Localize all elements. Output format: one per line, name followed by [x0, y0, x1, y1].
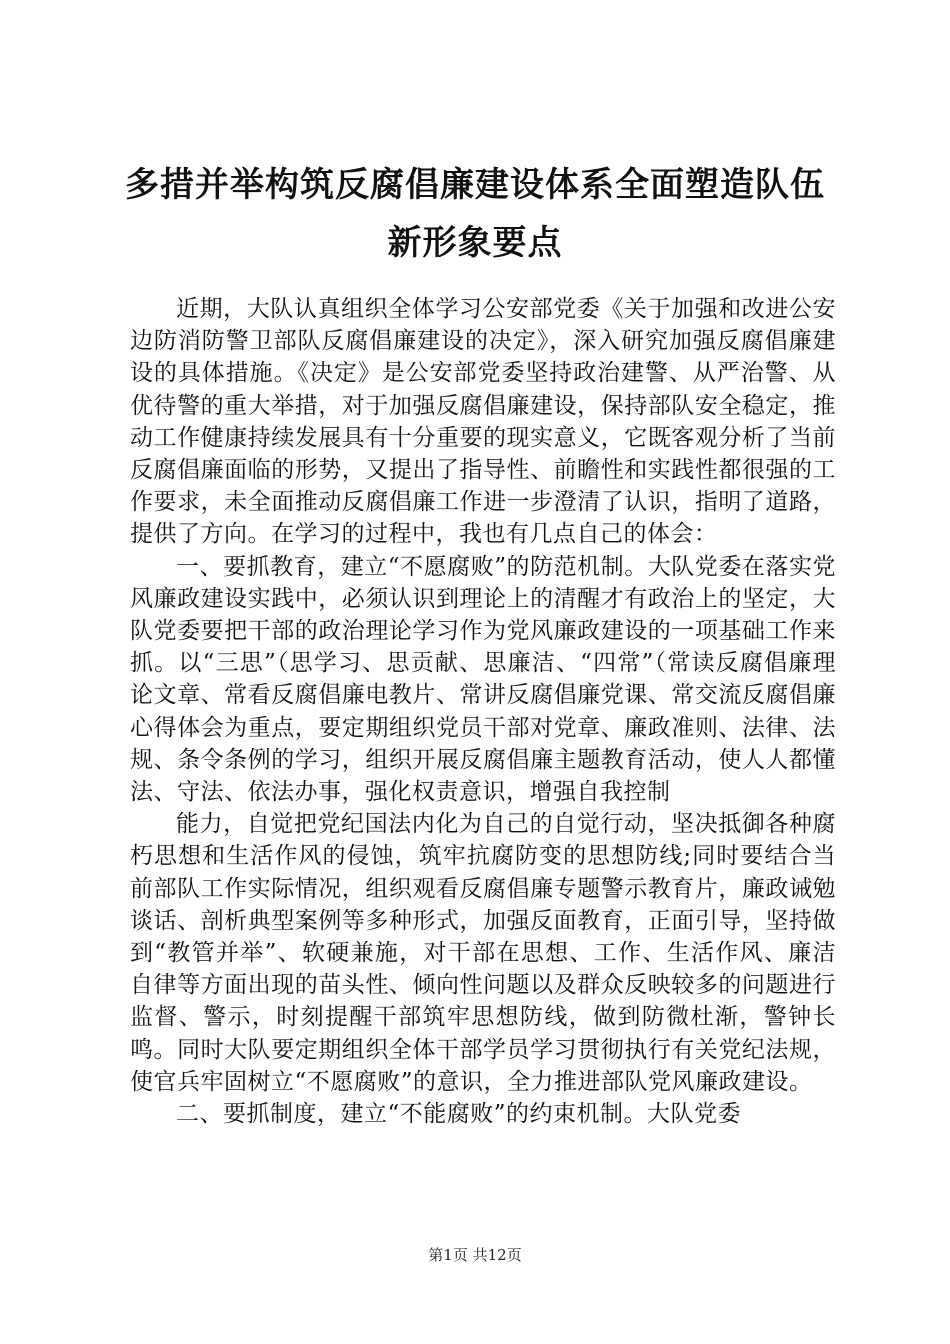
title-line-1: 多措并举构筑反腐倡廉建设体系全面塑造队伍	[125, 165, 825, 205]
paragraph-education: 一、要抓教育，建立“不愿腐败”的防范机制。大队党委在落实党风廉政建设实践中，必须认识到理论上的清醒才有政治上的坚定，大队党委要把干部的政治理论学习作为党风廉政建设的一项基础工作来抓。以“三思”（思学习、思贡献、思廉洁、“四常”（常读反腐倡廉理论文章、常看反腐倡廉电教片、常讲反腐倡廉党课、常交流反腐倡廉心得体会为重点，要定期组织党员干部对党章、廉政准则、法律、法规、条令条例的学习，组织开展反腐倡廉主题教育活动，使人人都懂法、守法、依法办事，强化权责意识，增强自我控制	[130, 553, 836, 806]
document-body	[130, 293, 836, 1130]
document-title	[100, 156, 850, 272]
paragraph-system: 二、要抓制度，建立“不能腐败”的约束机制。大队党委	[176, 1101, 742, 1128]
paragraph-intro: 近期，大队认真组织全体学习公安部党委《关于加强和改进公安边防消防警卫部队反腐倡廉建设的决定》，深入研究加强反腐倡廉建设的具体措施。《决定》是公安部党委坚持政治建警、从严治警、从优待警的重大举措，对于加强反腐倡廉建设，保持部队安全稳定，推动工作健康持续发展具有十分重要的现实意义，它既客观分析了当前反腐倡廉面临的形势，又提出了指导性、前瞻性和实践性都很强的工作要求，未全面推动反腐倡廉工作进一步澄清了认识，指明了道路，提供了方向。在学习的过程中，我也有几点自己的体会：	[130, 296, 836, 548]
page-number-footer: 第1页 共12页	[428, 1246, 522, 1264]
title-line-2: 新形象要点	[387, 223, 563, 263]
paragraph-ability: 能力，自觉把党纪国法内化为自己的自觉行动，坚决抵御各种腐朽思想和生活作风的侵蚀，筑牢抗腐防变的思想防线;同时要结合当前部队工作实际情况，组织观看反腐倡廉专题警示教育片，廉政诫勉谈话、剖析典型案例等多种形式，加强反面教育，正面引导，坚持做到“教管并举”、软硬兼施，对干部在思想、工作、生活作风、廉洁自律等方面出现的苗头性、倾向性问题以及群众反映较多的问题进行监督、警示，时刻提醒干部筑牢思想防线，做到防微杜渐，警钟长鸣。同时大队要定期组织全体干部学员学习贯彻执行有关党纪法规，使官兵牢固树立“不愿腐败”的意识，全力推进部队党风廉政建设。	[130, 811, 836, 1095]
